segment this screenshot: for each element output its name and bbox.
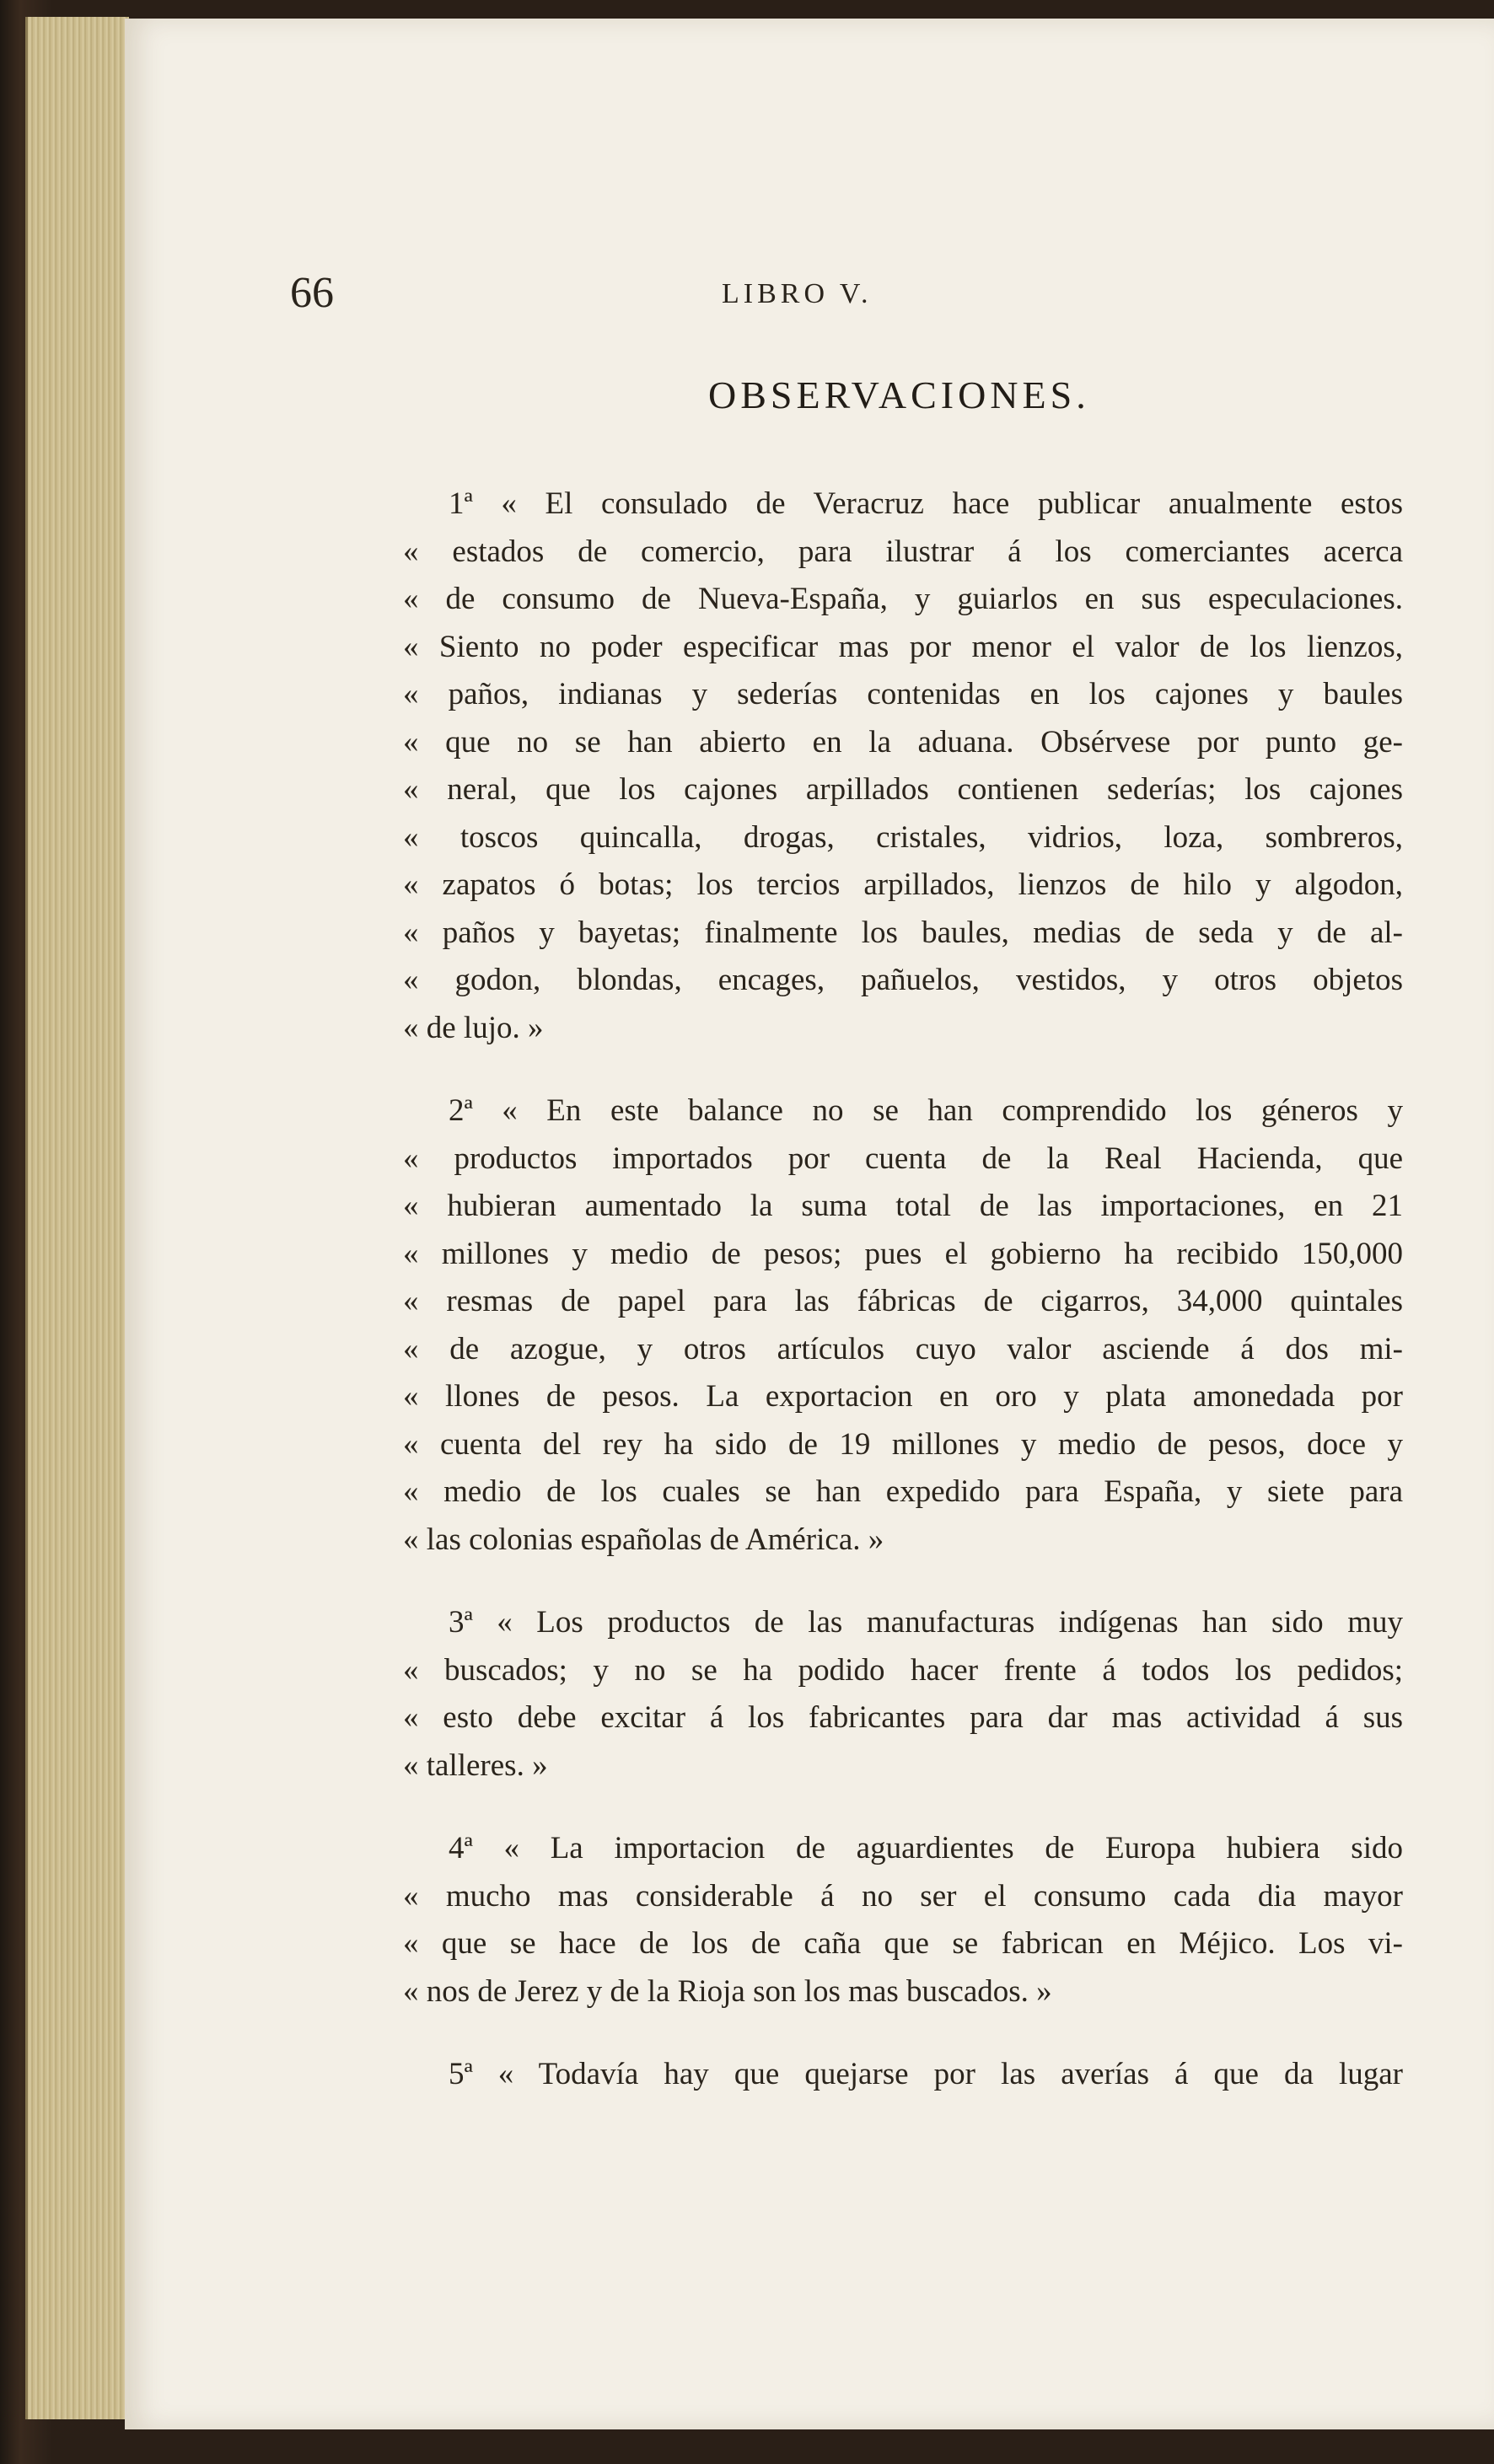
text-line: « millones y medio de pesos; pues el gobierno ha recibido 150,000	[403, 1236, 1403, 1271]
text-line: « Siento no poder especificar mas por menor el valor de los lienzos,	[403, 629, 1403, 664]
section-title: OBSERVACIONES.	[708, 373, 1090, 416]
text-line: « paños, indianas y sederías contenidas en los cajones y baules	[403, 677, 1403, 711]
text-line: « que no se han abierto en la aduana. Obsérvese por punto ge-	[403, 724, 1403, 760]
text-line: « hubieran aumentado la suma total de las importaciones, en 21	[403, 1189, 1403, 1223]
text-line: 5ª « Todavía hay que quejarse por las averías á que da lugar	[449, 2057, 1403, 2091]
text-line: « estados de comercio, para ilustrar á los comerciantes acerca	[403, 534, 1403, 569]
text-line: « buscados; y no se ha podido hacer frente á todos los pedidos;	[403, 1652, 1403, 1688]
text-line: « esto debe excitar á los fabricantes para dar mas actividad á sus	[403, 1700, 1403, 1735]
paragraph	[403, 1599, 1403, 1790]
text-line: « resmas de papel para las fábricas de cigarros, 34,000 quintales	[403, 1284, 1403, 1318]
text-line: « llones de pesos. La exportacion en oro y plata amonedada por	[403, 1379, 1403, 1414]
text-line: « toscos quincalla, drogas, cristales, vidrios, loza, sombreros,	[403, 819, 1403, 855]
paragraph	[403, 1087, 1403, 1564]
text-line: « mucho mas considerable á no ser el consumo cada dia mayor	[403, 1878, 1403, 1914]
text-line: « neral, que los cajones arpillados contienen sederías; los cajones	[403, 772, 1403, 807]
text-line: « talleres. »	[403, 1747, 548, 1783]
text-line: « godon, blondas, encages, pañuelos, vestidos, y otros objetos	[403, 963, 1403, 997]
body-text	[403, 480, 1403, 2134]
paragraph	[403, 2051, 1403, 2099]
text-line: 4ª « La importacion de aguardientes de Europa hubiera sido	[449, 1831, 1403, 1865]
page-stack-edge	[25, 17, 129, 2419]
text-line: « cuenta del rey ha sido de 19 millones y medio de pesos, doce y	[403, 1426, 1403, 1462]
text-line: « productos importados por cuenta de la Real Hacienda, que	[403, 1141, 1403, 1176]
text-line: « de consumo de Nueva-España, y guiarlos en sus especulaciones.	[403, 582, 1403, 616]
text-line: « de azogue, y otros artículos cuyo valor asciende á dos mi-	[403, 1331, 1403, 1366]
text-line: « medio de los cuales se han expedido para España, y siete para	[403, 1474, 1403, 1509]
text-line: 3ª « Los productos de las manufacturas indígenas han sido muy	[449, 1605, 1403, 1640]
paragraph	[403, 480, 1403, 1052]
running-head: LIBRO V.	[722, 278, 873, 309]
text-line: 1ª « El consulado de Veracruz hace publicar anualmente estos	[449, 486, 1403, 521]
text-line: « de lujo. »	[403, 1010, 544, 1045]
text-line: « las colonias españolas de América. »	[403, 1522, 884, 1557]
text-line: « zapatos ó botas; los tercios arpillados, lienzos de hilo y algodon,	[403, 867, 1403, 902]
page-header	[290, 268, 1400, 319]
paragraph	[403, 1825, 1403, 2016]
text-line: « que se hace de los de caña que se fabrican en Méjico. Los vi-	[403, 1926, 1403, 1961]
page-number: 66	[290, 269, 334, 317]
text-line: « nos de Jerez y de la Rioja son los mas buscados. »	[403, 1973, 1052, 2009]
text-line: « paños y bayetas; finalmente los baules, medias de seda y de al-	[403, 915, 1403, 950]
text-line: 2ª « En este balance no se han comprendido los géneros y	[449, 1093, 1403, 1128]
